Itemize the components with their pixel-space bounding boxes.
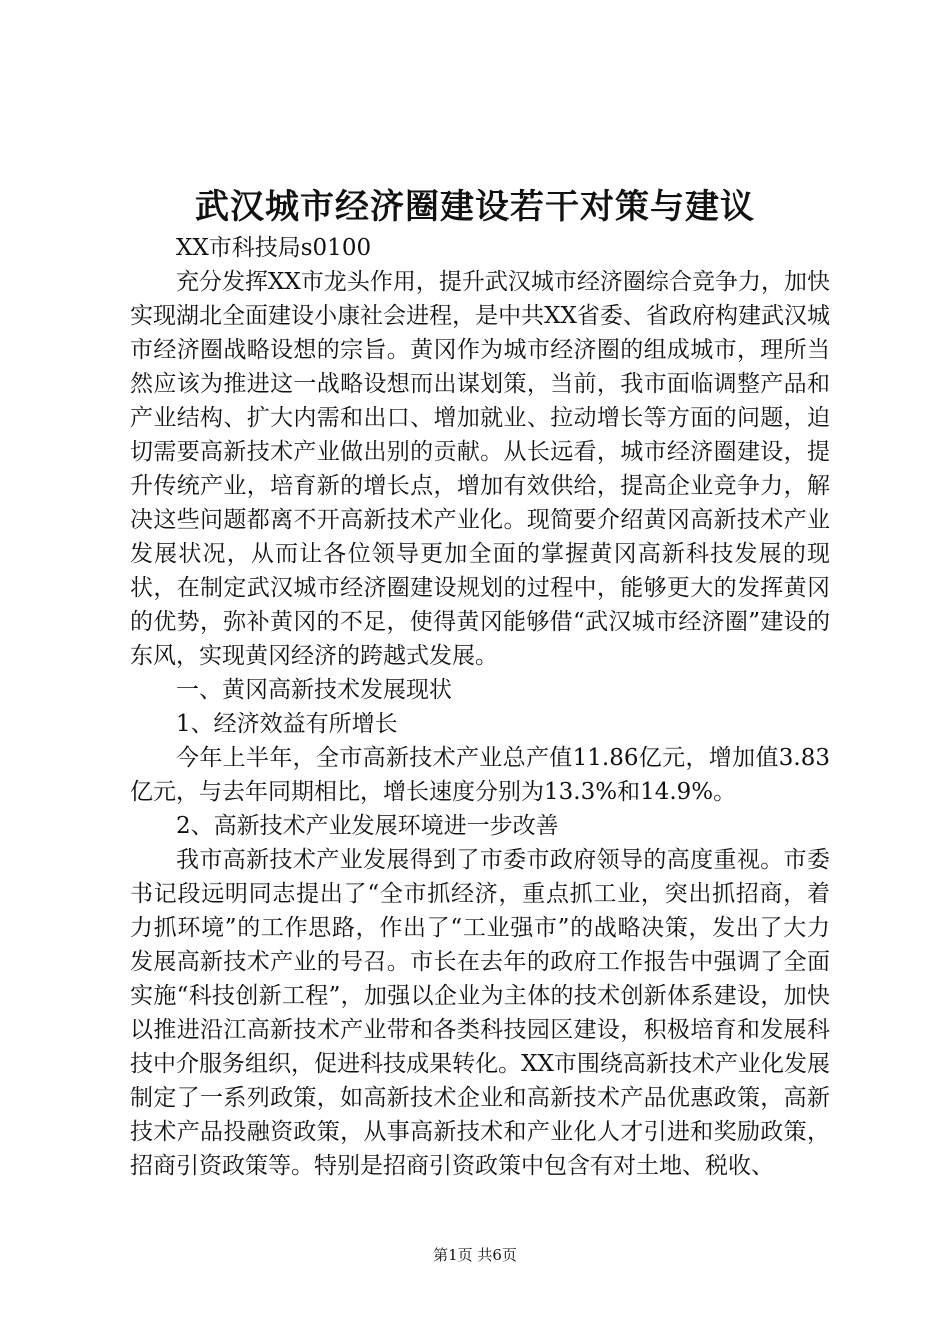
intro-paragraph: 充分发挥XX市龙头作用，提升武汉城市经济圈综合竞争力，加快实现湖北全面建设小康社会进程，是中共XX省委、省政府构建武汉城市经济圈战略设想的宗旨。黄冈作为城市经济圈的组成城市，理所当然应该为推进这一战略设想而出谋划策，当前，我市面临调整产品和产业结构、扩大内需和出口、增加就业、拉动增长等方面的问题，迫切需要高新技术产业做出别的贡献。从长远看，城市经济圈建设，提升传统产业，培育新的增长点，增加有效供给，提高企业竞争力，解决这些问题都离不开高新技术产业化。现简要介绍黄冈高新技术产业发展状况，从而让各位领导更加全面的掌握黄冈高新科技发展的现状，在制定武汉城市经济圈建设规划的过程中，能够更大的发挥黄冈的优势，弥补黄冈的不足，使得黄冈能够借“武汉城市经济圈”建设的东风，实现黄冈经济的跨越式发展。 (130, 269, 830, 669)
subsection-heading-1: 1、经济效益有所增长 (176, 711, 398, 737)
environment-paragraph: 我市高新技术产业发展得到了市委市政府领导的高度重视。市委书记段远明同志提出了“全市抓经济，重点抓工业，突出抓招商，着力抓环境”的工作思路，作出了“工业强市”的战略决策，发出了大力发展高新技术产业的号召。市长在去年的政府工作报告中强调了全面实施“科技创新工程”，加强以企业为主体的技术创新体系建设，加快以推进沿江高新技术产业带和各类科技园区建设，积极培育和发展科技中介服务组织，促进科技成果转化。XX市围绕高新技术产业化发展制定了一系列政策，如高新技术企业和高新技术产品优惠政策，高新技术产品投融资政策，从事高新技术和产业化人才引进和奖励政策，招商引资政策等。特别是招商引资政策中包含有对土地、税收、 (130, 847, 830, 1179)
section-heading: 一、黄冈高新技术发展现状 (176, 677, 452, 703)
author-line: XX市科技局s0100 (176, 235, 372, 261)
page-footer: 第1页 共6页 (433, 1246, 517, 1264)
document-body (130, 231, 830, 1183)
document-title: 武汉城市经济圈建设若干对策与建议 (195, 187, 755, 227)
subsection-heading-2: 2、高新技术产业发展环境进一步改善 (176, 813, 559, 839)
economic-paragraph: 今年上半年，全市高新技术产业总产值11.86亿元，增加值3.83亿元，与去年同期相比，增长速度分别为13.3%和14.9%。 (130, 745, 830, 805)
